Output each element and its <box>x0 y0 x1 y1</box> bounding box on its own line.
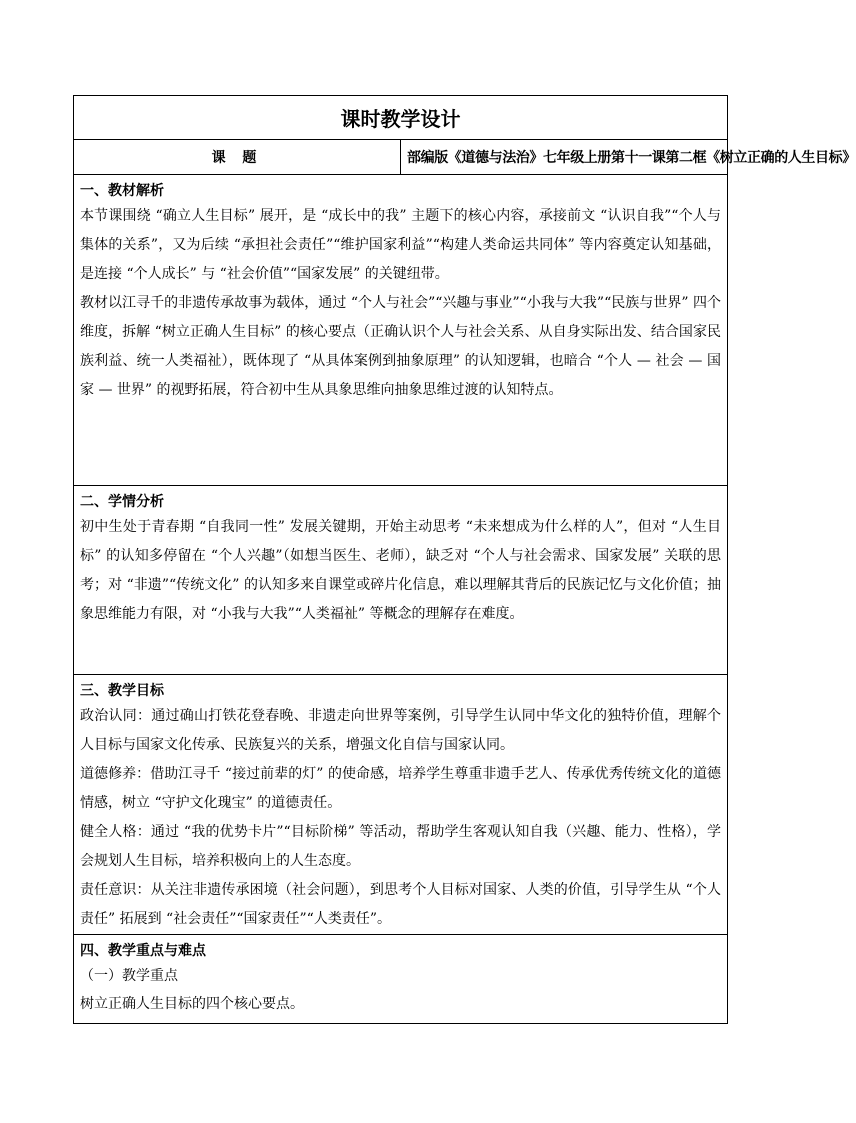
section-textbook-analysis <box>74 175 728 486</box>
section-heading: 一、教材解析 <box>80 183 164 199</box>
lesson-design-table <box>73 95 856 1024</box>
section-heading: 二、学情分析 <box>80 494 164 510</box>
paragraph: 教材以江寻千的非遗传承故事为载体，通过 “个人与社会”“兴趣与事业”“小我与大我”“民族与世界” 四个维度，拆解 “树立正确人生目标” 的核心要点（正确认识个人与社会关系、从自身实际出发、结合国家民族利益、统一人类福祉），既体现了 “从具体案例到抽象原理” 的认知逻辑，也暗合 “个人 — 社会 — 国家 — 世界” 的视野拓展，符合初中生从具象思维向抽象思维过渡的认知特点。 <box>80 295 721 398</box>
goal-responsibility: 责任意识：从关注非遗传承困境（社会问题），到思考个人目标对国家、人类的价值，引导学生从 “个人责任” 拓展到 “社会责任”“国家责任”“人类责任”。 <box>80 882 721 927</box>
paragraph: 初中生处于青春期 “自我同一性” 发展关键期，开始主动思考 “未来想成为什么样的人”，但对 “人生目标” 的认知多停留在 “个人兴趣”（如想当医生、老师），缺乏对 “个人与社会需求、国家发展” 关联的思考；对 “非遗”“传统文化” 的认知多来自课堂或碎片化信息，难以理解其背后的民族记忆与文化价值；抽象思维能力有限，对 “小我与大我”“人类福祉” 等概念的理解存在难度。 <box>80 519 721 622</box>
section-heading: 四、教学重点与难点 <box>80 943 206 959</box>
section-key-points <box>74 935 728 1024</box>
goal-political-identity: 政治认同：通过确山打铁花登春晚、非遗走向世界等案例，引导学生认同中华文化的独特价值，理解个人目标与国家文化传承、民族复兴的关系，增强文化自信与国家认同。 <box>80 708 721 753</box>
paragraph: 本节课围绕 “确立人生目标” 展开，是 “成长中的我” 主题下的核心内容，承接前文 “认识自我”“个人与集体的关系”，又为后续 “承担社会责任”“维护国家利益”“构建人类命运共同体” 等内容奠定认知基础，是连接 “个人成长” 与 “社会价值”“国家发展” 的关键纽带。 <box>80 208 721 282</box>
page-title: 课时教学设计 <box>74 96 728 140</box>
section-heading: 三、教学目标 <box>80 683 164 699</box>
goal-moral-cultivation: 道德修养：借助江寻千 “接过前辈的灯” 的使命感，培养学生尊重非遗手艺人、传承优秀传统文化的道德情感，树立 “守护文化瑰宝” 的道德责任。 <box>80 766 721 811</box>
topic-label: 课 题 <box>74 140 401 175</box>
paragraph: 树立正确人生目标的四个核心要点。 <box>80 996 304 1012</box>
section-learner-analysis <box>74 486 728 675</box>
section-teaching-goals <box>74 675 728 935</box>
sub-heading: （一）教学重点 <box>80 968 178 984</box>
topic-value: 部编版《道德与法治》七年级上册第十一课第二框《树立正确的人生目标》 <box>401 140 728 175</box>
goal-sound-personality: 健全人格：通过 “我的优势卡片”“目标阶梯” 等活动，帮助学生客观认知自我（兴趣、能力、性格），学会规划人生目标，培养积极向上的人生态度。 <box>80 824 721 869</box>
